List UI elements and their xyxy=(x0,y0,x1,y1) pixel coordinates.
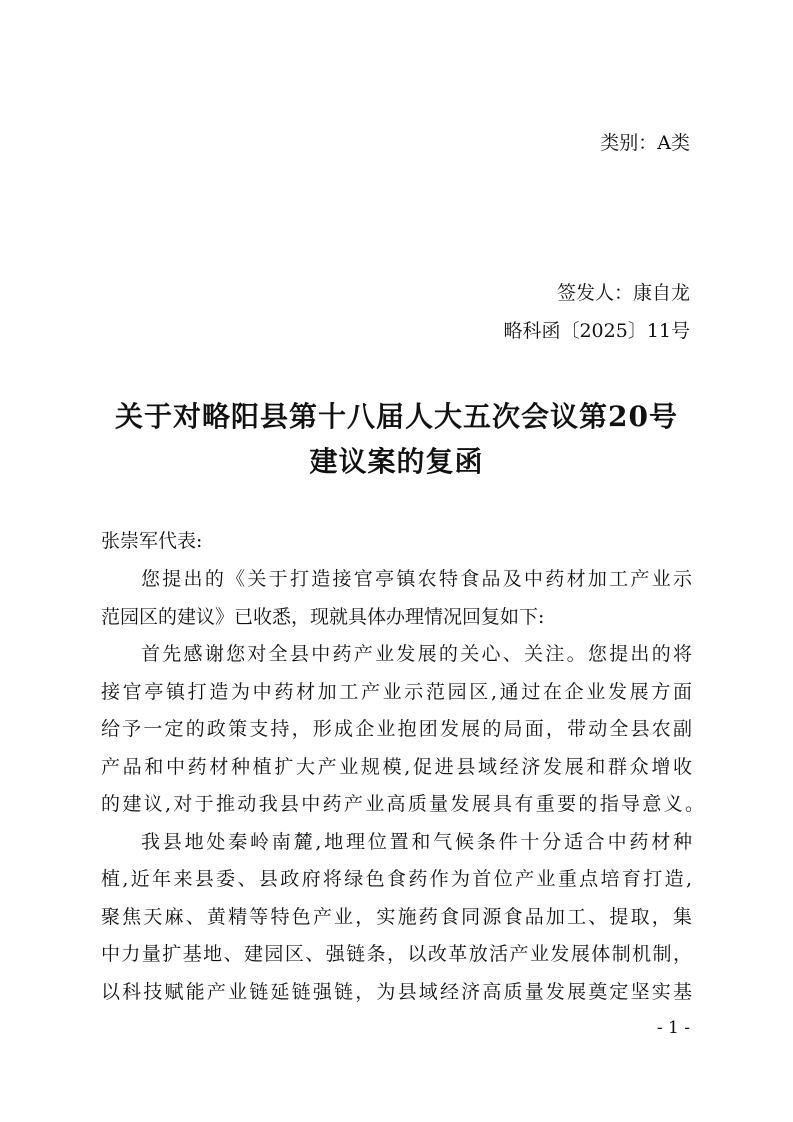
salutation: 张崇军代表: xyxy=(101,530,203,552)
body-line: 范园区的建议》已收悉，现就具体办理情况回复如下: xyxy=(101,606,545,628)
body-line: 的建议,对于推动我县中药产业高质量发展具有重要的指导意义。 xyxy=(101,793,704,815)
body-line: 首先感谢您对全县中药产业发展的关心、关注。您提出的将 xyxy=(141,643,692,665)
signer-label: 签发人：康自龙 xyxy=(556,282,690,304)
document-number: 略科函〔2025〕11号 xyxy=(503,320,690,342)
document-title-line-1: 关于对略阳县第十八届人大五次会议第20号 xyxy=(115,400,678,433)
page-number: - 1 - xyxy=(656,1018,690,1038)
body-line: 给予一定的政策支持，形成企业抱团发展的局面，带动全县农副 xyxy=(101,718,692,740)
body-line: 您提出的《关于打造接官亭镇农特食品及中药材加工产业示 xyxy=(141,568,692,590)
body-line: 接官亭镇打造为中药材加工产业示范园区,通过在企业发展方面 xyxy=(101,681,692,703)
body-line: 以科技赋能产业链延链强链，为县域经济高质量发展奠定坚实基 xyxy=(101,981,692,1003)
body-line: 中力量扩基地、建园区、强链条，以改革放活产业发展体制机制， xyxy=(101,943,692,965)
body-line: 我县地处秦岭南麓,地理位置和气候条件十分适合中药材种 xyxy=(141,831,692,853)
body-line: 聚焦天麻、黄精等特色产业，实施药食同源食品加工、提取，集 xyxy=(101,906,692,928)
body-line: 产品和中药材种植扩大产业规模,促进县域经济发展和群众增收 xyxy=(101,756,692,778)
document-title-line-2: 建议案的复函 xyxy=(309,445,484,478)
body-line: 植,近年来县委、县政府将绿色食药作为首位产业重点培育打造, xyxy=(101,868,692,890)
category-label: 类别：A类 xyxy=(600,132,690,154)
